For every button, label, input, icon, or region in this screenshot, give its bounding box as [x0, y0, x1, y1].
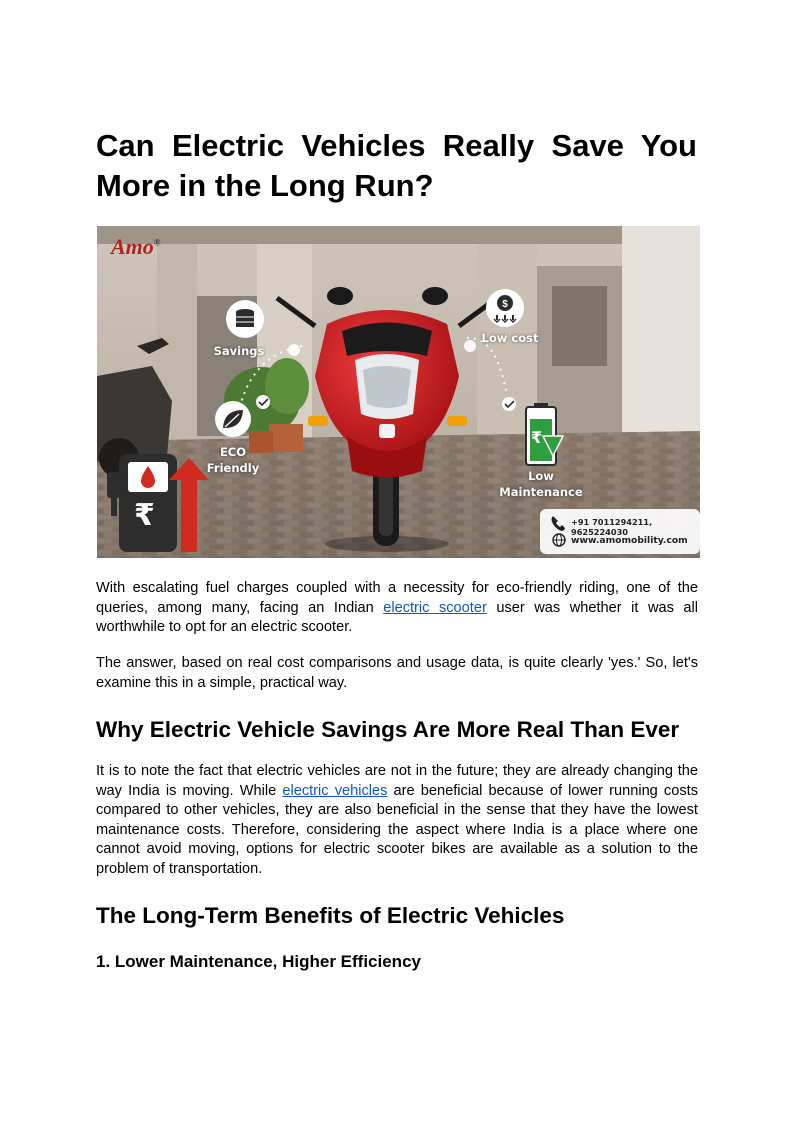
brand-logo	[111, 234, 161, 260]
dollar-coin-icon	[486, 289, 524, 327]
electric-scooter-link[interactable]: electric scooter	[383, 599, 487, 616]
savings-text-2: are beneficial because of lower running costs compared to other vehicles, they are also beneficial in the sense that they have the lowest maintenance costs. Therefore, considering the aspect where India is a place where one cannot avoid moving, options for electric scooter bikes are available as a solution to the problem of transportation.	[96, 782, 698, 877]
label-eco-friendly	[197, 444, 269, 476]
savings-paragraph	[96, 762, 698, 879]
page-title: Can Electric Vehicles Really Save You More in the Long Run?	[96, 128, 697, 203]
fuel-rupee-symbol: ₹	[134, 498, 155, 533]
registered-mark: ®	[153, 237, 161, 248]
section-heading-savings: Why Electric Vehicle Savings Are More Real Than Ever	[96, 717, 680, 742]
intro-text-2: user was whether it was all worthwhile to opt for an electric scooter.	[96, 599, 699, 635]
section-heading-benefits: The Long-Term Benefits of Electric Vehicles	[96, 903, 565, 928]
label-low-maintenance	[495, 468, 587, 500]
label-low-line1: Low	[528, 469, 554, 483]
svg-text:$: $	[502, 299, 508, 310]
battery-rupee-symbol: ₹	[531, 428, 543, 447]
subheading-maintenance: 1. Lower Maintenance, Higher Efficiency	[96, 952, 421, 971]
hero-image	[97, 226, 700, 558]
label-low-line2: Maintenance	[499, 485, 583, 499]
contact-phone: +91 7011294211, 9625224030	[571, 517, 653, 537]
label-low-cost: Low cost	[481, 331, 539, 345]
intro-text-1: With escalating fuel charges coupled with a necessity for eco-friendly riding, one of the queries, among many, facing an Indian	[96, 580, 698, 616]
brand-logo-text: Amo	[111, 234, 154, 259]
intro-paragraph	[96, 579, 698, 638]
leaf-icon	[215, 401, 251, 437]
label-savings: Savings	[213, 344, 265, 358]
label-eco-line1: ECO	[219, 445, 247, 459]
savings-text-1: It is to note the fact that electric vehicles are not in the future; they are already changing the way India is moving. While	[96, 763, 698, 799]
coins-icon	[226, 300, 264, 338]
answer-paragraph: The answer, based on real cost comparisons and usage data, is quite clearly 'yes.' So, let's examine this in a simple, practical way.	[96, 655, 698, 691]
contact-website: www.amomobility.com	[571, 535, 688, 546]
label-eco-line2: Friendly	[206, 461, 260, 475]
hero-illustration	[97, 226, 700, 558]
electric-vehicles-link[interactable]: electric vehicles	[282, 782, 388, 799]
